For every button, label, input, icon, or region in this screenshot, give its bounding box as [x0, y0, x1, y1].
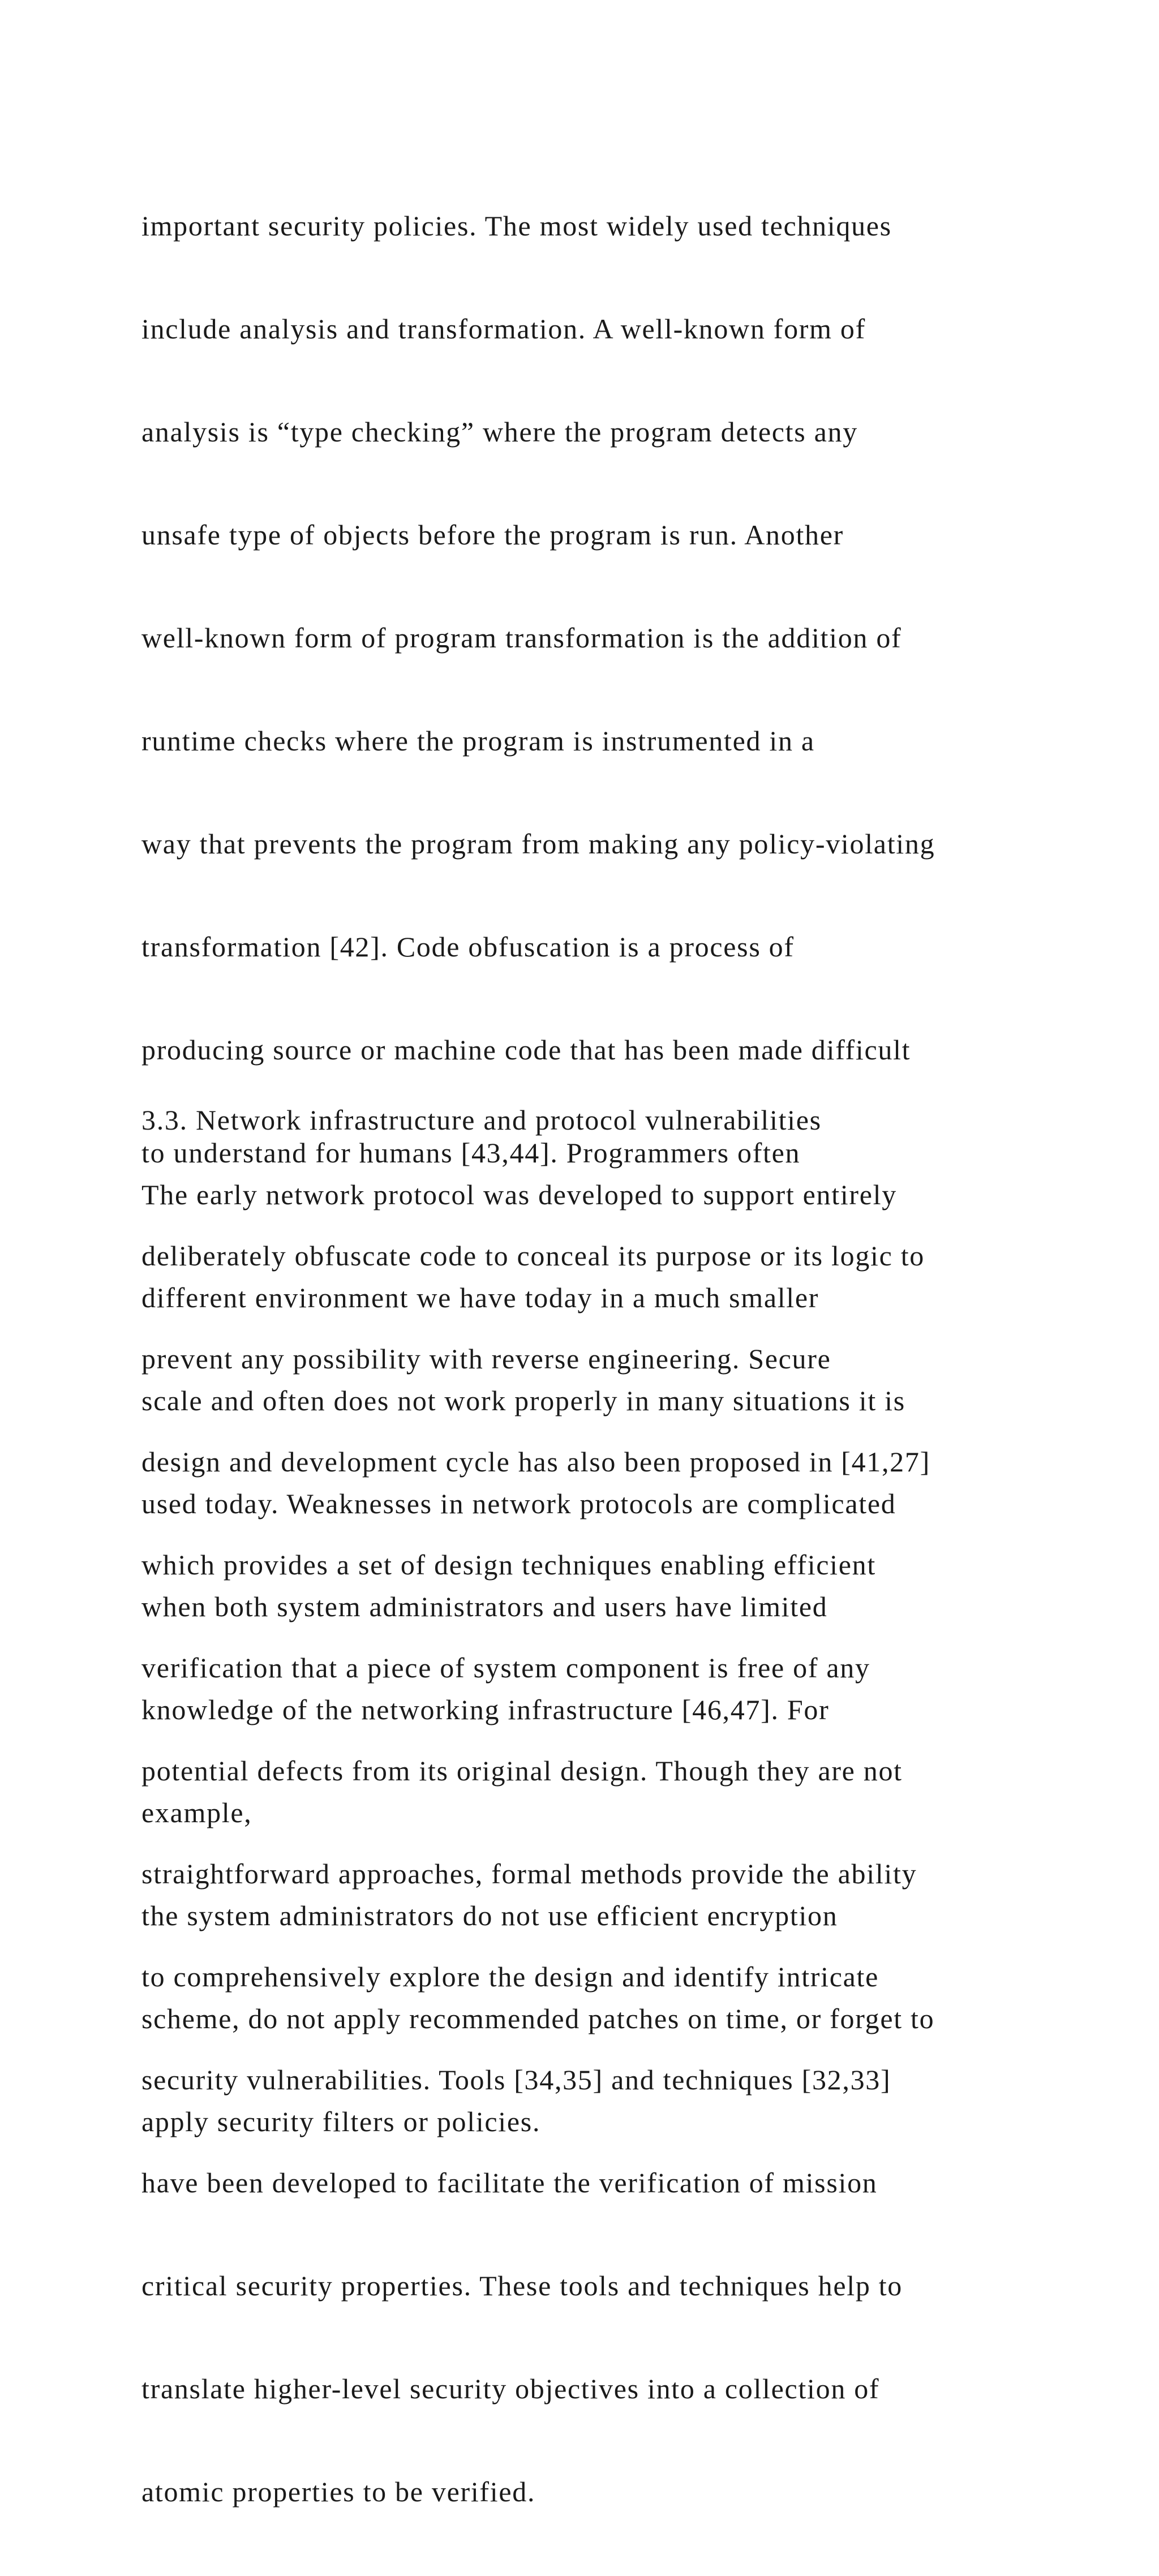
text-line: apply security filters or policies.: [141, 2106, 541, 2137]
text-line: analysis is “type checking” where the program detects any: [141, 416, 858, 448]
paragraph-2: [141, 1110, 1104, 2206]
text-line: critical security properties. These tools and techniques help to: [141, 2270, 903, 2302]
text-line: example,: [141, 1797, 252, 1828]
text-line: to understand for humans [43,44]. Programmers often: [141, 1137, 801, 1169]
text-line: prevent any possibility with reverse engineering. Secure: [141, 1343, 831, 1375]
text-line: include analysis and transformation. A well-known form of: [141, 313, 866, 345]
text-line: knowledge of the networking infrastructure [46,47]. For: [141, 1694, 830, 1725]
text-line: which provides a set of design techniques enabling efficient: [141, 1549, 876, 1581]
text-line: well-known form of program transformation is the addition of: [141, 622, 902, 654]
text-line: potential defects from its original design. Though they are not: [141, 1755, 903, 1787]
text-line: atomic properties to be verified.: [141, 2476, 536, 2508]
section-heading-text: 3.3. Network infrastructure and protocol vulnerabilities: [141, 1104, 822, 1136]
text-line: design and development cycle has also been proposed in [41,27]: [141, 1446, 930, 1478]
text-line: runtime checks where the program is instrumented in a: [141, 725, 815, 757]
text-line: straightforward approaches, formal methods provide the ability: [141, 1858, 917, 1890]
text-line: the system administrators do not use efficient encryption: [141, 1900, 838, 1931]
text-line: used today. Weaknesses in network protocols are complicated: [141, 1488, 896, 1519]
text-line: verification that a piece of system component is free of any: [141, 1652, 870, 1684]
text-line: to comprehensively explore the design and identify intricate: [141, 1961, 879, 1993]
text-line: deliberately obfuscate code to conceal its purpose or its logic to: [141, 1240, 925, 1272]
text-line: security vulnerabilities. Tools [34,35] and techniques [32,33]: [141, 2064, 891, 2096]
text-line: way that prevents the program from making any policy-violating: [141, 828, 935, 860]
text-line: translate higher-level security objectives into a collection of: [141, 2373, 880, 2405]
text-line: producing source or machine code that has been made difficult: [141, 1034, 911, 1066]
text-line: scheme, do not apply recommended patches on time, or forget to: [141, 2003, 935, 2034]
text-line: important security policies. The most widely used techniques: [141, 210, 892, 242]
text-line: transformation [42]. Code obfuscation is a process of: [141, 931, 795, 963]
text-line: unsafe type of objects before the program is run. Another: [141, 519, 844, 551]
text-line: different environment we have today in a much smaller: [141, 1282, 819, 1313]
text-line: The early network protocol was developed to support entirely: [141, 1179, 897, 1210]
text-line: when both system administrators and users have limited: [141, 1591, 828, 1622]
text-line: have been developed to facilitate the verification of mission: [141, 2167, 878, 2199]
text-line: scale and often does not work properly in many situations it is: [141, 1385, 905, 1416]
